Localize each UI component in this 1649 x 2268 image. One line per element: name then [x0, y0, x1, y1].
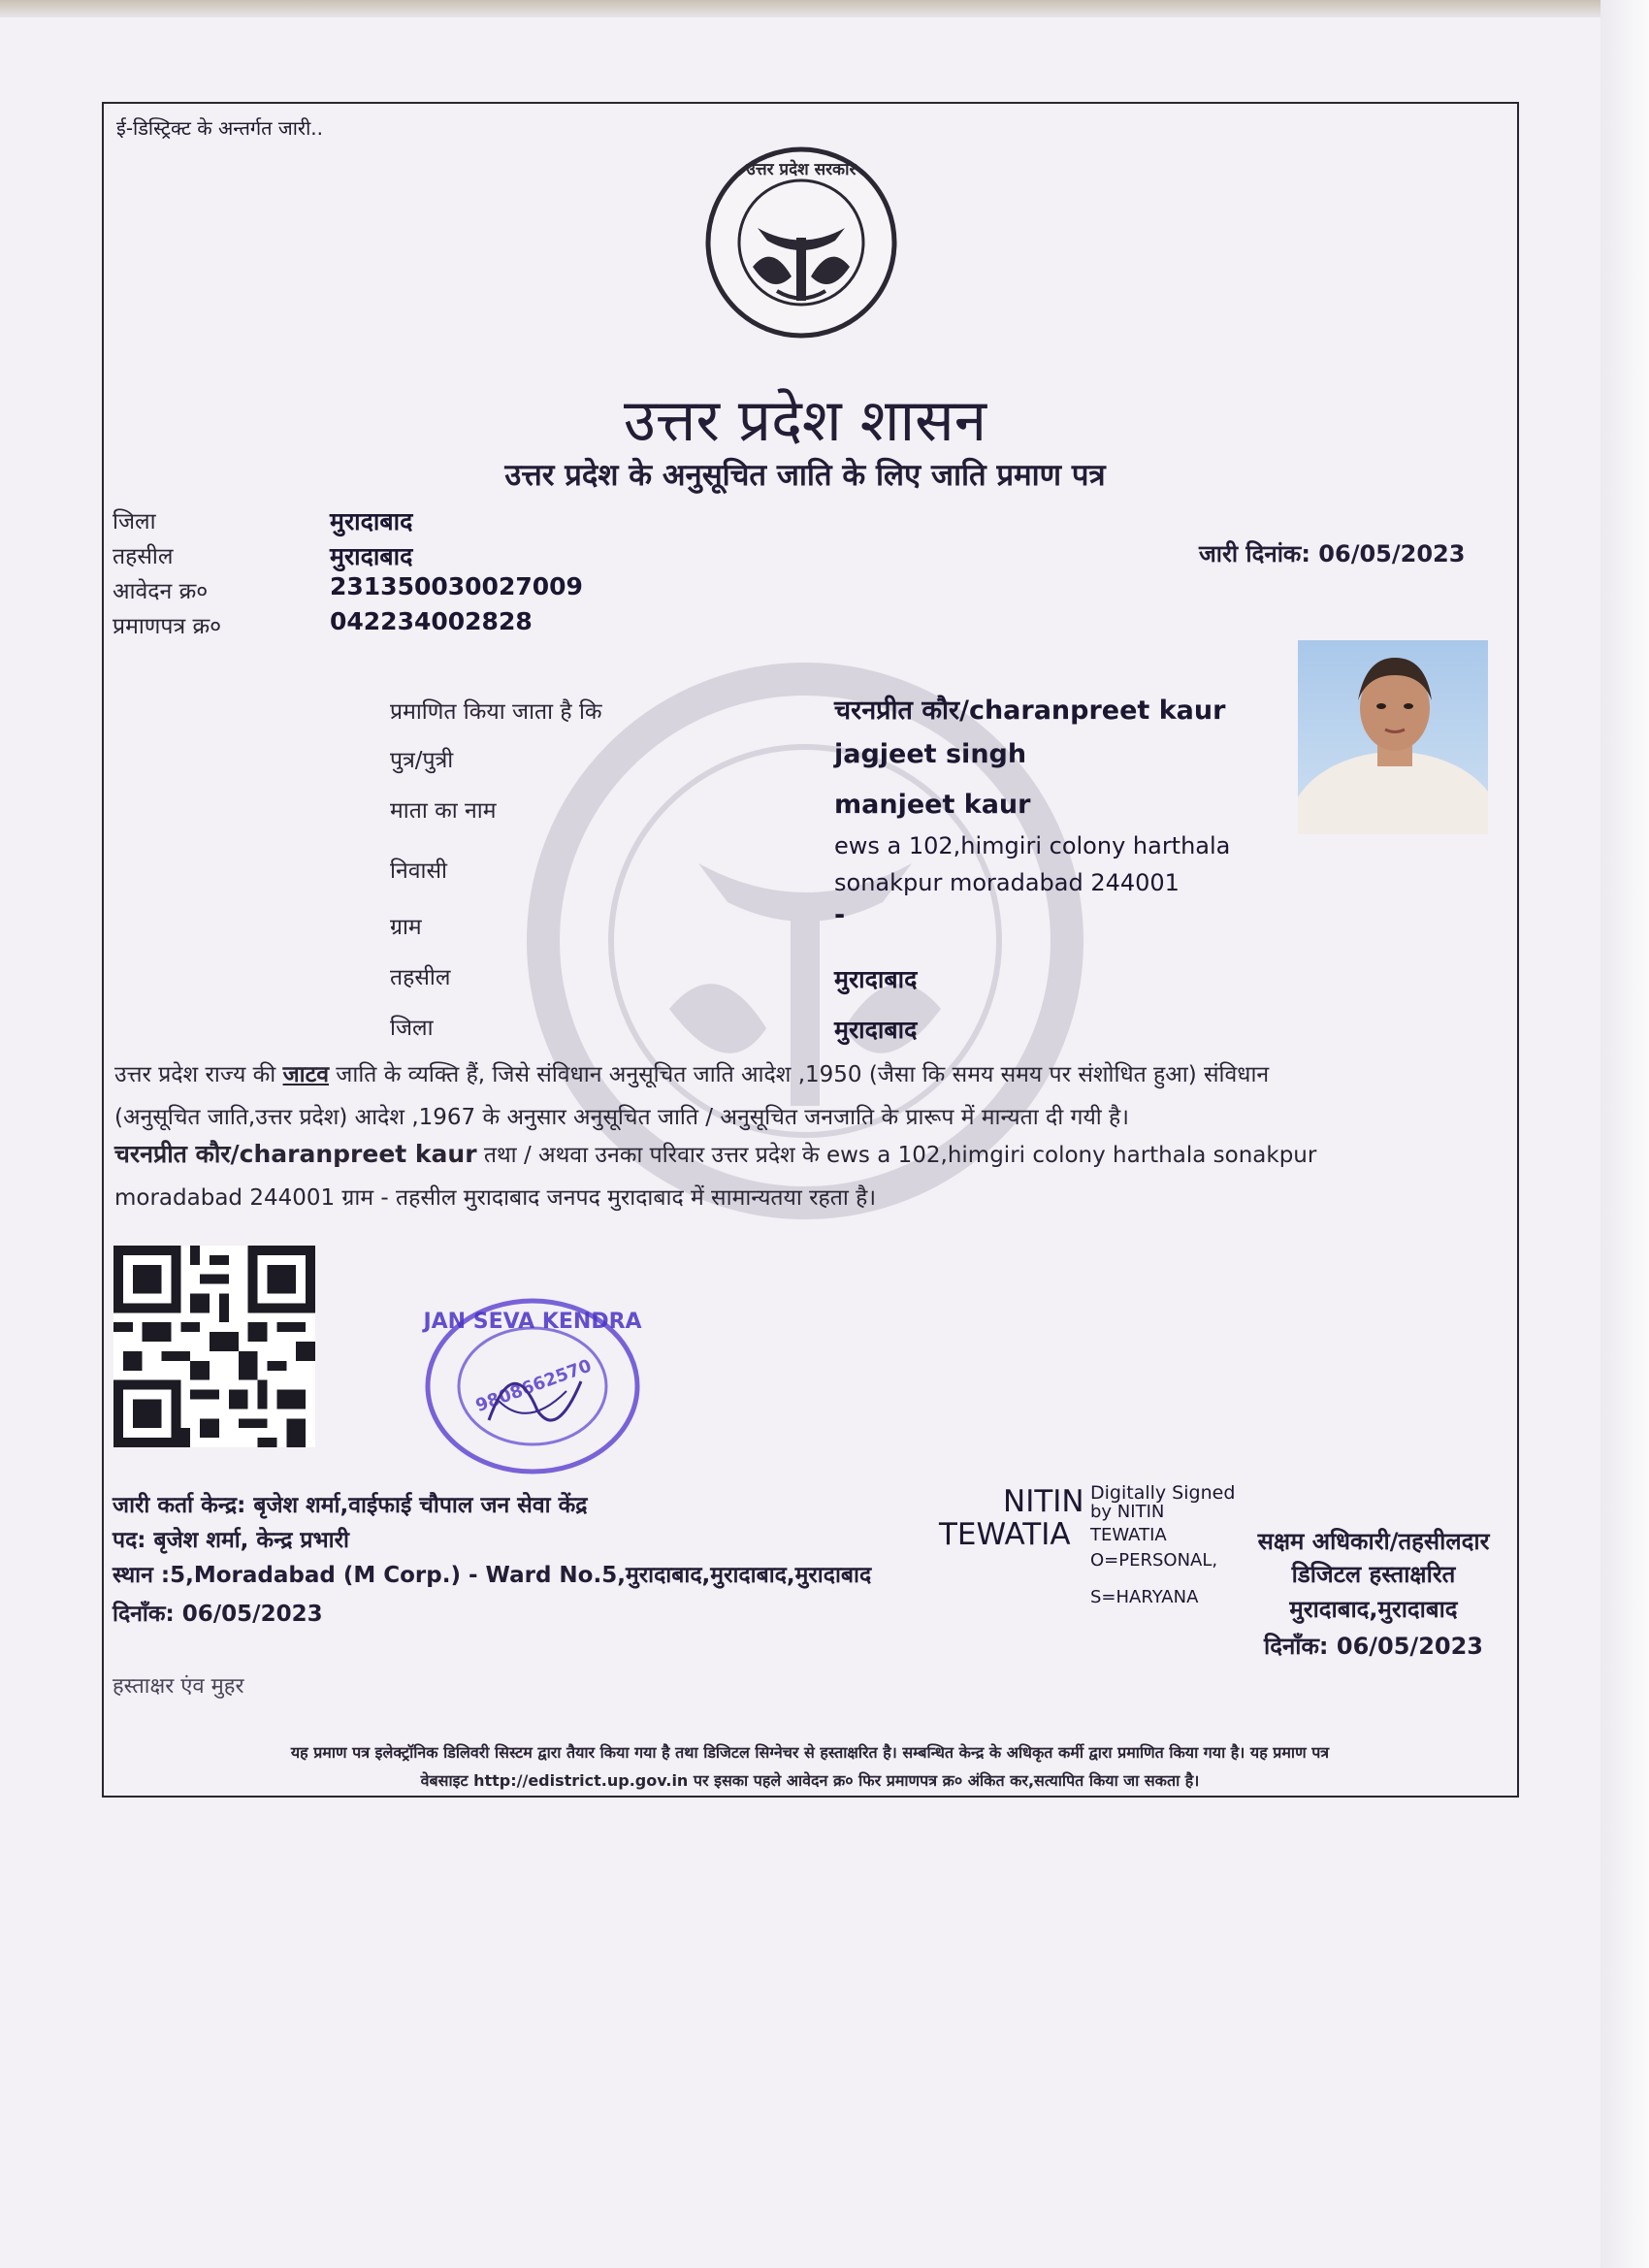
issued-under-text: ई-डिस्ट्रिक्ट के अन्तर्गत जारी..: [116, 116, 323, 140]
certificate-no-label: प्रमाणपत्र क्र०: [113, 614, 222, 639]
tehsil-label: तहसील: [113, 544, 174, 569]
issuing-center: जारी कर्ता केन्द्र: बृजेश शर्मा,वाईफाई चौपाल जन सेवा केंद्र: [113, 1493, 588, 1518]
authority-date: दिनाँक: 06/05/2023: [1263, 1633, 1483, 1660]
residence-paragraph-line-2: moradabad 244001 ग्राम - तहसील मुरादाबाद जनपद मुरादाबाद में सामान्यतया रहता है।: [114, 1185, 877, 1211]
residence-paragraph-rest: तथा / अथवा उनका परिवार उत्तर प्रदेश के ews a 102,himgiri colony harthala sonakpur: [476, 1143, 1317, 1168]
detail-district-value: मुरादाबाद: [834, 1016, 918, 1044]
signature-detail-2: by NITIN: [1090, 1502, 1165, 1522]
residence-paragraph-line-1: [114, 1133, 1511, 1177]
residence-paragraph: [114, 1133, 1511, 1219]
caste-paragraph-pre: उत्तर प्रदेश राज्य की: [114, 1062, 283, 1087]
scan-right-edge: [1600, 0, 1649, 2268]
digital-signer-first-name: NITIN: [1003, 1484, 1084, 1519]
mother-name: manjeet kaur: [834, 790, 1031, 820]
stamp-top-text: JAN SEVA KENDRA: [423, 1310, 642, 1334]
mother-label: माता का नाम: [390, 798, 497, 824]
scan-top-edge: [0, 0, 1649, 17]
caste-paragraph-rest: जाति के व्यक्ति हैं, जिसे संविधान अनुसूचित जाति आदेश ,1950 (जैसा कि समय समय पर संशोधित हुआ) संविधान: [328, 1062, 1270, 1087]
village-value: -: [834, 900, 846, 930]
village-label: ग्राम: [390, 915, 422, 940]
digital-signer-last-name: TEWATIA: [939, 1517, 1071, 1552]
detail-tehsil-label: तहसील: [390, 965, 451, 990]
signature-seal-label: हस्ताक्षर एंव मुहर: [113, 1674, 244, 1699]
emblem-text: उत्तर प्रदेश सरकार: [746, 160, 857, 179]
application-number: 231350030027009: [330, 572, 583, 600]
certified-label: प्रमाणित किया जाता है कि: [390, 699, 602, 725]
caste-paragraph: [114, 1053, 1511, 1139]
qr-code-icon[interactable]: [113, 1246, 315, 1447]
issue-date: [1199, 537, 1465, 569]
jan-seva-kendra-stamp: [421, 1294, 644, 1478]
footer-line-2: वेबसाइट http://edistrict.up.gov.in पर इसका पहले आवेदन क्र० फिर प्रमाणपत्र क्र० अंकित कर,सत्यापित किया जा सकता है।: [420, 1771, 1200, 1790]
issuer-post: पद: बृजेश शर्मा, केन्द्र प्रभारी: [113, 1528, 349, 1553]
certificate-subtitle: उत्तर प्रदेश के अनुसूचित जाति के लिए जाति प्रमाण पत्र: [504, 458, 1106, 493]
caste-name: जाटव: [282, 1062, 329, 1087]
person-photo-icon: [1298, 640, 1488, 834]
verification-footer: [126, 1738, 1494, 1795]
application-label: आवेदन क्र०: [113, 579, 209, 604]
father-name: jagjeet singh: [834, 739, 1027, 769]
parent-label: पुत्र/पुत्री: [390, 748, 454, 773]
signature-detail-5: S=HARYANA: [1090, 1587, 1199, 1607]
issue-date-label: जारी दिनांक:: [1199, 540, 1310, 567]
issue-date-value: 06/05/2023: [1318, 540, 1466, 567]
signature-detail-3: TEWATIA: [1090, 1525, 1167, 1545]
caste-paragraph-line-2: (अनुसूचित जाति,उत्तर प्रदेश) आदेश ,1967 के अनुसार अनुसूचित जाति / अनुसूचित जनजाति के प्रारूप में मान्यता दी गयी है।: [114, 1105, 1129, 1130]
detail-district-label: जिला: [390, 1016, 434, 1041]
district-label: जिला: [113, 509, 156, 535]
caste-paragraph-line-1: [114, 1053, 1511, 1096]
applicant-name: चरनप्रीत कौर/charanpreet kaur: [834, 696, 1226, 726]
authority-digital-signed: डिजिटल हस्ताक्षरित: [1291, 1561, 1456, 1588]
page-title: उत्तर प्रदेश शासन: [623, 387, 987, 455]
district-value: मुरादाबाद: [330, 507, 413, 535]
certificate-number: 042234002828: [330, 607, 533, 635]
detail-tehsil-value: मुरादाबाद: [834, 965, 918, 993]
address-line-2: sonakpur moradabad 244001: [834, 869, 1180, 896]
signature-detail-4: O=PERSONAL,: [1090, 1550, 1218, 1571]
resident-label: निवासी: [390, 859, 447, 884]
issuer-date: दिनाँक: 06/05/2023: [113, 1602, 323, 1627]
issuer-place: स्थान :5,Moradabad (M Corp.) - Ward No.5,मुरादाबाद,मुरादाबाद,मुरादाबाद: [113, 1563, 872, 1588]
tehsil-value: मुरादाबाद: [330, 542, 413, 570]
up-govt-emblem-icon: [704, 146, 898, 340]
authority-location: मुरादाबाद,मुरादाबाद: [1289, 1596, 1458, 1623]
residence-applicant-name: चरनप्रीत कौर/charanpreet kaur: [114, 1140, 477, 1168]
address-line-1: ews a 102,himgiri colony harthala: [834, 832, 1231, 859]
footer-line-1: यह प्रमाण पत्र इलेक्ट्रॉनिक डिलिवरी सिस्टम द्वारा तैयार किया गया है तथा डिजिटल सिग्नेचर से हस्ताक्षरित है। सम्बन्धित केन्द्र के अधिकृत कर्मी द्वारा प्रमाणित किया गया है। यह प्रमाण पत्र: [290, 1743, 1330, 1762]
applicant-photo: [1298, 640, 1488, 834]
authority-title: सक्षम अधिकारी/तहसीलदार: [1257, 1528, 1490, 1555]
signature-detail-1: Digitally Signed: [1090, 1482, 1236, 1504]
stamp-number: 9808662570: [472, 1355, 595, 1417]
